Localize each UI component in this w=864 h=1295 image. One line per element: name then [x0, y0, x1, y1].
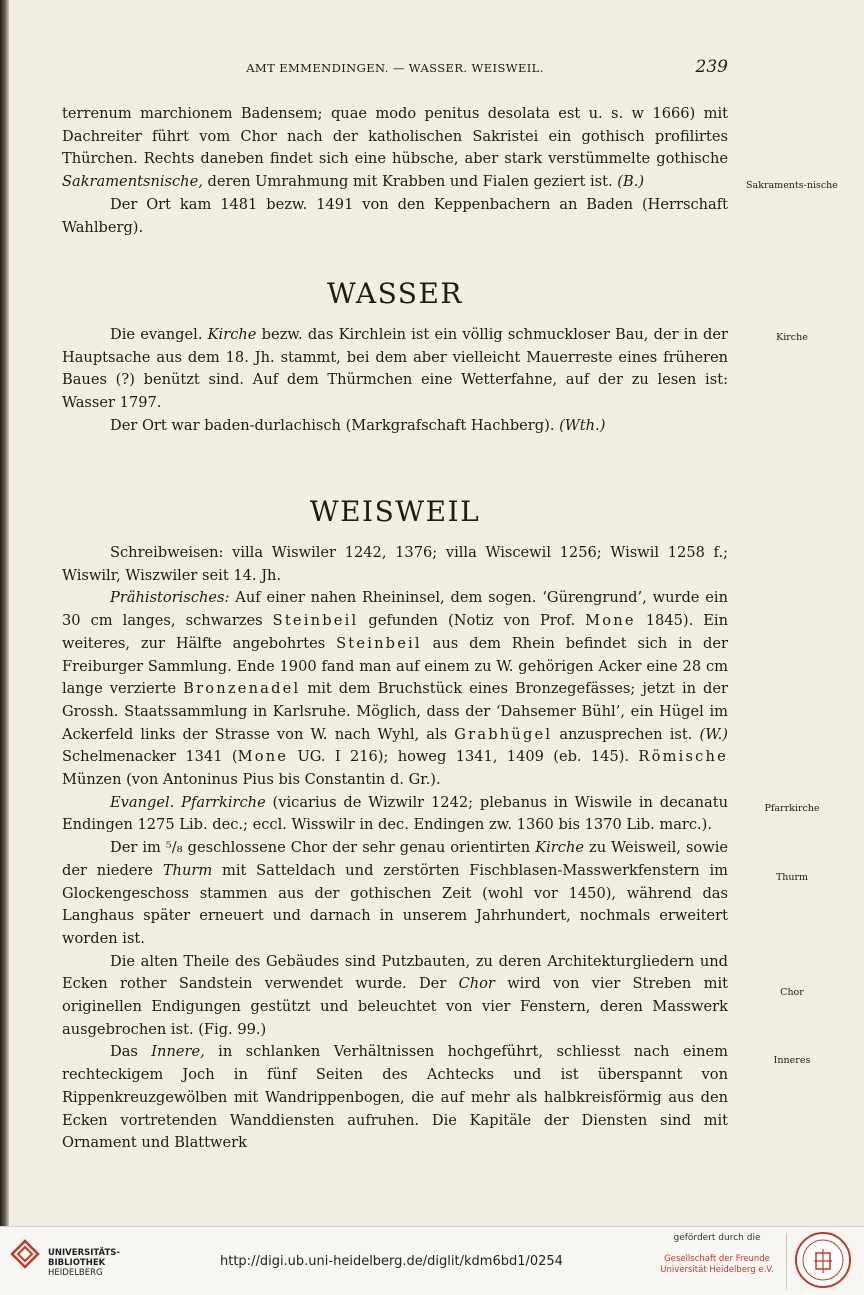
running-title: AMT EMMENDINGEN. — WASSER. WEISWEIL.: [246, 61, 544, 75]
text-run: UG. I 216); howeg 1341, 1409 (eb. 145).: [288, 748, 639, 766]
footer-divider: [786, 1233, 787, 1289]
text-run: deren Umrahmung mit Krabben und Fialen geziert ist.: [202, 173, 618, 191]
text-run: Die alten Theile des Gebäudes sind Putzbauten, zu deren Architekturgliedern und Ecken rother Sandstein verwendet wurde. Der: [62, 952, 728, 993]
text-run: mit dem Bruchstück eines Bronzegefässes; jetzt in der Grossh. Staatssammlung in Karlsruhe. Möglich, dass der ‘Dahsemer Bühl’, ein Hügel im Ackerfeld links der Strasse von W. nach Wyhl, als: [62, 680, 728, 743]
paragraph: [62, 324, 728, 415]
italic-run: Innere,: [151, 1043, 205, 1061]
page-gutter-shadow: [0, 0, 9, 1226]
margin-note-inneres: Inneres: [773, 1055, 811, 1066]
society-line: Gesellschaft der Freunde: [664, 1254, 770, 1264]
text-run: Der Ort kam 1481 bezw. 1491 von den Keppenbachern an Baden (Herrschaft Wahlberg).: [62, 195, 728, 236]
heading-weisweil: WEISWEIL: [309, 495, 481, 528]
italic-run: Thurm: [162, 861, 213, 879]
text-run: Schreibweisen: villa Wiswiler 1242, 1376; villa Wiscewil 1256; Wiswil 1258 f.; Wiswilr, Wiszwiler seit 14. Jh.: [62, 544, 728, 584]
italic-run: Prähistorisches:: [110, 589, 230, 607]
society-name[interactable]: [652, 1254, 782, 1276]
library-line: BIBLIOTHEK: [48, 1258, 106, 1268]
margin-note-pfarrkirche: Pfarrkirche: [764, 803, 820, 814]
funded-by-label: gefördert durch die: [673, 1233, 761, 1243]
text-run: wird von vier Streben mit originellen Endigungen gestützt und beleuchtet von vier Fenstern, deren Masswerk ausgebrochen ist. (Fig. 99.): [62, 975, 728, 1038]
paragraph: [62, 103, 728, 194]
italic-run: Kirche: [207, 326, 257, 343]
text-run: terrenum marchionem Badensem; quae modo penitus desolata est u. s. w 1666) mit Dachreiter führt vom Chor nach der katholischen Sakristei ein gothisch profilirtes Thürchen. Rechts daneben findet sich eine hübsche, aber stark verstümmelte gothische: [62, 105, 728, 168]
spaced-run: Steinbeil: [336, 634, 422, 652]
university-library-name[interactable]: [48, 1248, 120, 1278]
margin-note-chor: Chor: [780, 987, 804, 998]
text-run: mit Satteldach und zerstörten Fischblasen-Masswerkfenstern im Glockengeschoss stammen aus der gothischen Zeit (wohl vor 1450), während das Langhaus später erneuert und darnach in unserem Jahrhundert, nochmals erweitert worden ist.: [62, 861, 728, 947]
wasser-text: [62, 324, 728, 438]
text-run: zu Weisweil, sowie der niedere: [62, 839, 729, 879]
paragraph-schreibweisen: [62, 542, 728, 587]
paragraph-inneres: [62, 1041, 728, 1155]
paragraph-praehistorisches: [62, 587, 728, 791]
spaced-run: Mone: [237, 748, 289, 766]
spaced-run: Mone: [585, 612, 636, 630]
text-run: Münzen (von Antoninus Pius bis Constantin d. Gr.).: [62, 771, 441, 789]
page-header: [62, 57, 728, 81]
spaced-run: Bronzenadel: [183, 680, 301, 698]
intro-text: [62, 103, 728, 239]
heading-wasser: WASSER: [327, 277, 463, 310]
text-run: Der im ⁵/₈ geschlossene Chor der sehr genau orientirten: [110, 839, 536, 857]
italic-run: (B.): [617, 173, 645, 191]
italic-run: Kirche: [535, 839, 584, 857]
text-run: 1845). Ein weiteres, zur Hälfte angebohrtes: [62, 612, 728, 652]
society-line: Universität Heidelberg e.V.: [660, 1265, 774, 1275]
paragraph: [62, 194, 728, 239]
text-run: Die evangel.: [110, 326, 208, 343]
library-line: UNIVERSITÄTS-: [48, 1248, 120, 1258]
italic-run: (W.): [699, 725, 728, 743]
text-run: bezw. das Kirchlein ist ein völlig schmuckloser Bau, der in der Hauptsache aus dem 18. Jh. stammt, bei dem aber vielleicht Mauerreste eines früheren Baues (?) benützt sind. Auf dem Thürmchen eine Wetterfahne, auf der zu lesen ist: Wasser 1797.: [62, 326, 728, 412]
page-number: 239: [695, 57, 728, 77]
library-line: HEIDELBERG: [48, 1268, 103, 1278]
text-run: gefunden (Notiz von Prof.: [358, 612, 586, 630]
text-run: Schelmenacker 1341 (: [62, 748, 238, 766]
italic-run: (Wth.): [559, 416, 606, 434]
margin-note-thurm: Thurm: [775, 872, 809, 883]
margin-note-sakramentsnische: Sakraments-nische: [746, 180, 838, 191]
text-run: Auf einer nahen Rheininsel, dem sogen. ‘Gürengrund’, wurde ein 30 cm langes, schwarzes: [62, 589, 728, 630]
spaced-run: Steinbeil: [272, 612, 359, 630]
text-run: anzusprechen ist.: [552, 725, 700, 743]
paragraph-chor-thurm: [62, 837, 728, 951]
text-run: in schlanken Verhältnissen hochgeführt, schliesst nach einem rechteckigem Joch in fünf Seiten des Achtecks und ist überspannt von Rippenkreuzgewölben mit Wandrippenbogen, die auf mehr als halbkreisförmig aus den Ecken vortretenden Wanddiensten aufruhen. Die Kapitäle der Diensten sind mit Ornament und Blattwerk: [62, 1043, 728, 1152]
spaced-run: Römische: [638, 748, 728, 766]
italic-run: Evangel. Pfarrkirche: [110, 793, 266, 811]
margin-note-kirche: Kirche: [776, 332, 808, 343]
text-run: aus dem Rhein befindet sich in der Freiburger Sammlung. Ende 1900 fand man auf einem zu W. gehörigen Acker eine 28 cm lange verzierte: [62, 634, 728, 698]
text-run: Der Ort war baden-durlachisch (Markgrafschaft Hachberg).: [110, 416, 560, 434]
italic-run: Chor: [458, 975, 495, 993]
permalink-url[interactable]: http://digi.ub.uni-heidelberg.de/diglit/kdm6bd1/0254: [220, 1254, 563, 1269]
text-run: Das: [110, 1043, 152, 1061]
viewer-footer: [0, 1226, 864, 1295]
spaced-run: Grabhügel: [454, 725, 553, 743]
italic-run: Sakramentsnische,: [62, 173, 203, 191]
paragraph-putzbauten: [62, 951, 728, 1042]
university-library-logo-icon[interactable]: [10, 1239, 40, 1269]
paragraph-pfarrkirche: [62, 792, 728, 837]
paragraph: [62, 415, 728, 438]
text-run: (vicarius de Wizwilr 1242; plebanus in Wiswile in decanatu Endingen 1275 Lib. dec.; eccl. Wisswilr in dec. Endingen zw. 1360 bis 1370 Lib. marc.).: [62, 793, 728, 834]
weisweil-text: [62, 542, 728, 1155]
university-seal-icon[interactable]: [794, 1231, 852, 1289]
